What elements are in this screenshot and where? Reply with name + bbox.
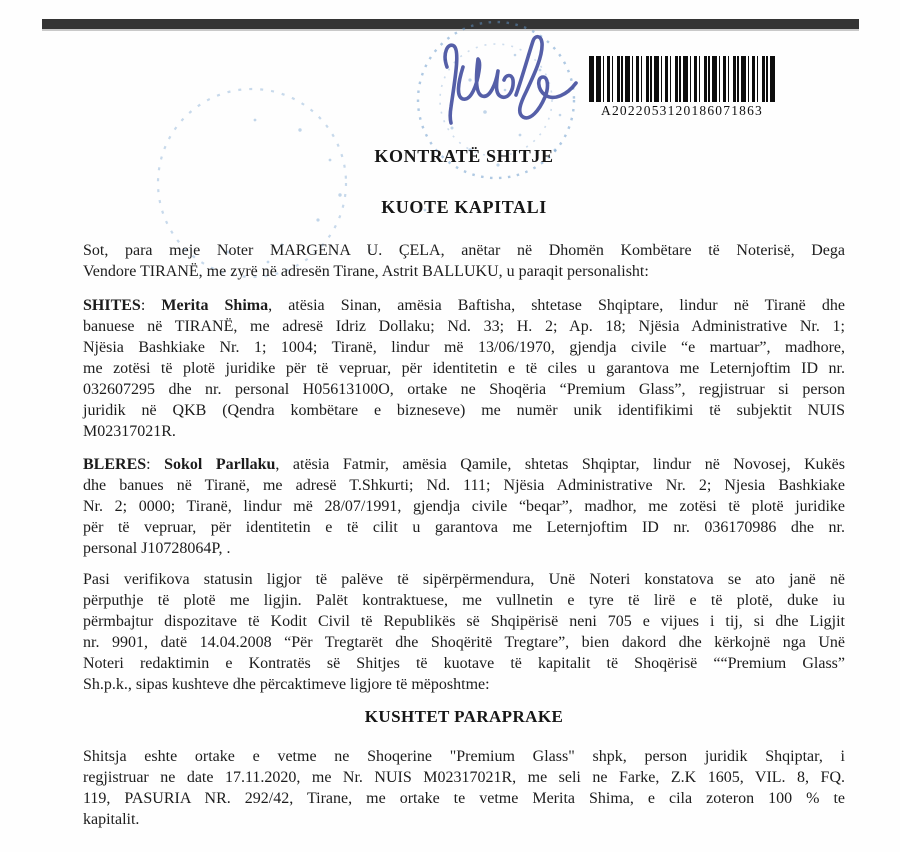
- document-body: [83, 146, 845, 830]
- text-line: kapitalit.: [83, 811, 140, 828]
- text-line: Vendore TIRANË, me zyrë në adresën Tirane, Astrit BALLUKU, u paraqit personalisht:: [83, 263, 649, 280]
- seller-paragraph: [83, 295, 845, 442]
- text-line: regjistruar ne date 17.11.2020, me Nr. NUIS M02317021R, me seli ne Farke, Z.K 1605, VIL. 8, FQ.: [83, 769, 845, 786]
- barcode-bars: [589, 56, 775, 102]
- text-line: M02317021R.: [83, 423, 176, 440]
- text-line: Pasi verifikova statusin ligjor të palëve të sipërpërmendura, Unë Noteri konstatova se ato janë në: [83, 571, 845, 588]
- text-line: për të vepruar, për identitetin e të cilit u garantova me Leternjoftim ID nr. 036170986 dhe nr.: [83, 519, 845, 536]
- signature: [433, 33, 588, 133]
- text-line: me zotësi të plotë juridike për të vepruar, për identitetin e të ciles u garantova me Leternjoftim ID nr.: [83, 360, 845, 377]
- document-subtitle: KUOTE KAPITALI: [381, 197, 547, 217]
- text-line: nr. 9901, datë 14.04.2008 “Për Tregtarët dhe Shoqëritë Tregtare”, bien dakord dhe kërkojnë nga Unë: [83, 634, 845, 651]
- text-line: Noteri redaktimin e Kontratës së Shitjes të kuotave të kapitalit të Shoqërisë ““Premium Glass”: [83, 655, 845, 672]
- barcode: [589, 56, 775, 119]
- text-line: BLERES: Sokol Parllaku, atësia Fatmir, amësia Qamile, shtetas Shqiptar, lindur në Novosej, Kukës: [83, 456, 845, 473]
- text-line: Njësia Bashkiake Nr. 1; 1004; Tiranë, lindur më 13/06/1970, gjendja civile “e martuar”, madhore,: [83, 339, 845, 356]
- text-line: përputhje të plotë me ligjin. Palët kontraktuese, me vullnetin e tyre të lirë e të plotë, duke iu: [83, 592, 845, 609]
- text-line: Shitsja eshte ortake e vetme ne Shoqerine "Premium Glass" shpk, person juridik Shqiptar, i: [83, 748, 845, 765]
- text-line: dhe banues në Tiranë, me adresë T.Shkurti; Nd. 111; Njësia Administrative Nr. 2; Njesia Bashkiake: [83, 477, 845, 494]
- signature-stroke-3: [516, 37, 576, 118]
- text-line: 032607295 dhe nr. personal H05613100O, ortake ne Shoqëria “Premium Glass”, regjistruar si person: [83, 381, 845, 398]
- document-title: KONTRATË SHITJE: [374, 146, 554, 166]
- scan-artifact-bar: [42, 19, 859, 29]
- text-line: 119, PASURIA NR. 292/42, Tirane, me ortake te vetme Merita Shima, e cila zoteron 100 % te: [83, 790, 845, 807]
- text-line: Nr. 2; 0000; Tiranë, lindur më 28/07/1991, gjendja civile “beqar”, madhor, me zotësi të plotë juridike: [83, 498, 845, 515]
- text-line: personal J10728064P, .: [83, 540, 231, 557]
- text-line: Sh.p.k., sipas kushteve dhe përcaktimeve ligjore të mëposhtme:: [83, 676, 490, 693]
- notary-paragraph: [83, 569, 845, 695]
- signature-stroke-2: [458, 59, 513, 99]
- section-heading: KUSHTET PARAPRAKE: [364, 707, 564, 726]
- text-line: përmbajtur dispozitave të Kodit Civil të Republikës së Shqipërisë neni 705 e vijues i tij, si dhe Ligjit: [83, 613, 845, 630]
- barcode-number: A2022053120186071863: [601, 103, 763, 118]
- signature-stroke-1: [445, 45, 457, 123]
- text-line: juridik në QKB (Qendra kombëtare e bizneseve) me numër unik identifikimi të subjektit NUIS: [83, 402, 845, 419]
- text-line: banuese në TIRANË, me adresë Idriz Dollaku; Nd. 33; H. 2; Ap. 18; Njësia Administrative Nr. 1;: [83, 318, 845, 335]
- preliminary-paragraph: [83, 746, 845, 830]
- text-line: Sot, para meje Noter MARGENA U. ÇELA, anëtar në Dhomën Kombëtare të Noterisë, Dega: [83, 242, 845, 259]
- buyer-paragraph: [83, 454, 845, 559]
- intro-paragraph: [83, 240, 845, 282]
- text-line: SHITES: Merita Shima, atësia Sinan, amësia Baftisha, shtetase Shqiptare, lindur në Tiranë dhe: [83, 297, 845, 314]
